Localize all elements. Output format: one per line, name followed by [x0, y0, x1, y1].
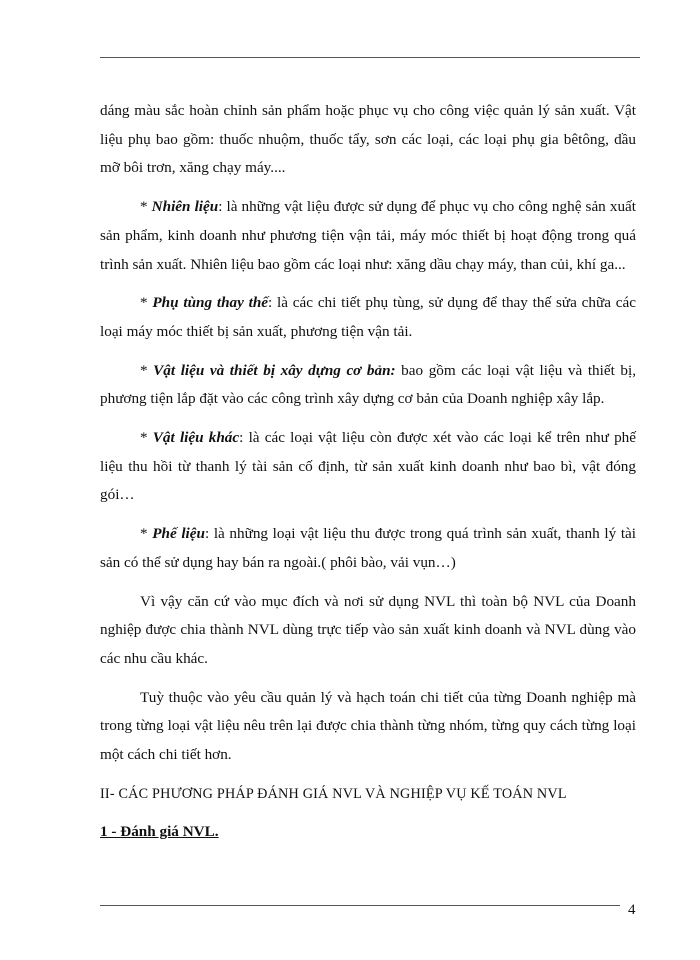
paragraph-other-materials: [100, 424, 636, 510]
footer-rule: [100, 905, 620, 906]
bullet-marker: *: [140, 429, 153, 447]
paragraph-construction-materials: [100, 357, 636, 414]
term-scrap: Phế liệu: [152, 525, 205, 543]
page-body: [100, 97, 636, 857]
bullet-marker: *: [140, 294, 153, 312]
paragraph-classification: Vì vậy căn cứ vào mục đích và nơi sử dụng NVL thì toàn bộ NVL của Doanh nghiệp được chia thành NVL dùng trực tiếp vào sản xuất kinh doanh và NVL dùng vào các nhu cầu khác.: [100, 592, 636, 667]
bullet-marker: *: [140, 198, 152, 216]
header-rule: [100, 57, 640, 58]
term-construction-materials: Vật liệu và thiết bị xây dựng cơ bản:: [153, 361, 396, 379]
paragraph-scrap: [100, 520, 636, 577]
definition-scrap: : là những loại vật liệu thu được trong quá trình sản xuất, thanh lý tài sản có thể sử dụng hay bán ra ngoài.( phôi bào, vải vụn…): [100, 525, 636, 571]
bullet-marker: *: [140, 361, 154, 379]
term-spare-parts: Phụ tùng thay thế: [152, 294, 269, 312]
definition-fuel: : là những vật liệu được sử dụng để phục vụ cho công nghệ sản xuất sản phẩm, kinh doanh như phương tiện vận tải, máy móc thiết bị hoạt động trong quá trình sản xuất. Nhiên liệu bao gồm các loại như: xăng dầu chạy máy, than củi, khí ga...: [100, 198, 637, 273]
subsection-heading: 1 - Đánh giá NVL.: [100, 823, 219, 841]
definition-other-materials: : là các loại vật liệu còn được xét vào các loại kể trên như phế liệu thu hồi từ thanh lý tài sản cố định, từ sản xuất kinh doanh như bao bì, vật đóng gói…: [100, 429, 636, 504]
section-heading: II- CÁC PHƯƠNG PHÁP ĐÁNH GIÁ NVL VÀ NGHIỆP VỤ KẾ TOÁN NVL: [100, 785, 567, 802]
paragraph-detail-grouping: Tuỳ thuộc vào yêu cầu quản lý và hạch toán chi tiết của từng Doanh nghiệp mà trong từng loại vật liệu nêu trên lại được chia thành từng nhóm, từng quy cách từng loại một cách chi tiết hơn.: [100, 688, 636, 764]
subsection-heading-wrapper: [100, 818, 636, 847]
paragraph-spare-parts: [100, 289, 636, 346]
term-fuel: Nhiên liệu: [151, 198, 219, 216]
page-number: 4: [628, 902, 636, 918]
definition-spare-parts: : là các chi tiết phụ tùng, sử dụng để thay thế sửa chữa các loại máy móc thiết bị sản xuất, phương tiện vận tải.: [100, 294, 636, 340]
paragraph-materials-continued: dáng màu sắc hoàn chỉnh sản phẩm hoặc phục vụ cho công việc quản lý sản xuất. Vật liệu phụ bao gồm: thuốc nhuộm, thuốc tẩy, sơn các loại, các loại phụ gia bêtông, dầu mỡ bôi trơn, xăng chạy máy....: [100, 102, 636, 177]
bullet-marker: *: [140, 525, 153, 543]
term-other-materials: Vật liệu khác: [152, 429, 240, 447]
paragraph-fuel: [100, 193, 636, 279]
definition-construction-materials: bao gồm các loại vật liệu và thiết bị, phương tiện lắp đặt vào các công trình xây dựng cơ bản của Doanh nghiệp xây lắp.: [100, 361, 636, 408]
